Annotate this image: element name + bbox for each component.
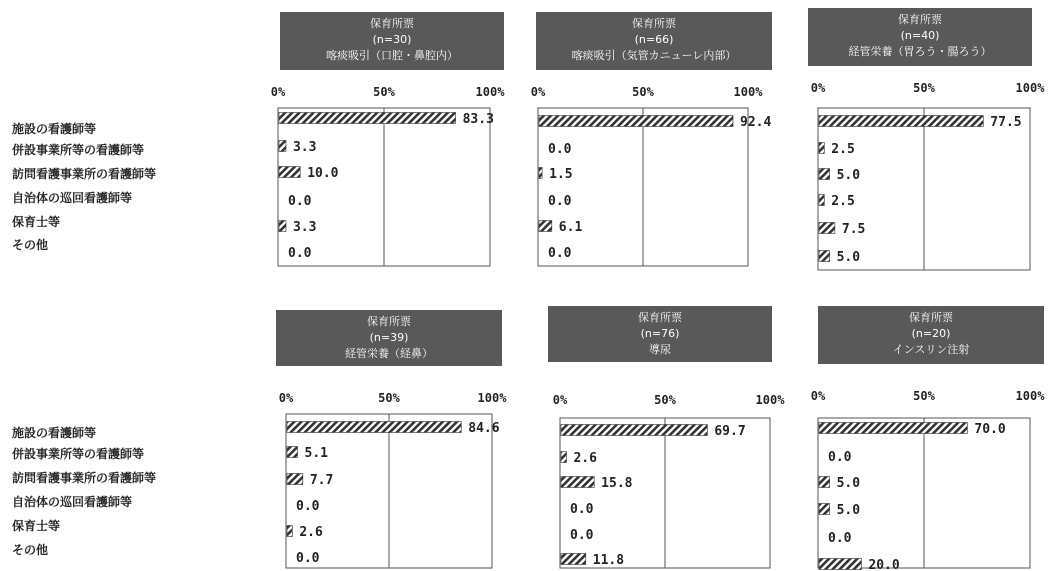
data-label: 6.1	[558, 220, 583, 235]
panel-header-line: 経管栄養（胃ろう・腸ろう）	[848, 45, 992, 58]
data-label: 5.0	[836, 250, 861, 265]
data-label: 2.6	[299, 525, 323, 540]
x-tick-label: 0%	[530, 85, 546, 99]
category-label: 訪問看護事業所の看護師等	[12, 167, 157, 181]
bar	[819, 223, 835, 234]
panel-header-line: 経管栄養（経鼻）	[345, 347, 433, 360]
panel-header-line: (n=40)	[900, 29, 940, 42]
data-label: 70.0	[974, 422, 1006, 437]
bar	[539, 168, 542, 179]
category-label: その他	[12, 543, 49, 557]
data-label: 3.3	[292, 220, 317, 235]
data-label: 7.7	[309, 473, 334, 488]
category-label: 保育士等	[12, 519, 61, 533]
data-label: 0.0	[288, 194, 312, 209]
panel-header-line: 保育所票	[638, 311, 682, 324]
bar	[539, 116, 733, 127]
panel-header-line: 保育所票	[367, 315, 411, 328]
data-label: 2.6	[573, 451, 597, 466]
panel-header-line: 喀痰吸引（気管カニューレ内部）	[571, 49, 737, 62]
bar	[539, 221, 552, 232]
data-label: 10.0	[307, 166, 339, 181]
data-label: 0.0	[828, 531, 852, 546]
data-label: 83.3	[462, 112, 494, 127]
x-tick-label: 100%	[477, 391, 507, 405]
x-tick-label: 0%	[810, 81, 826, 95]
bar	[561, 452, 566, 463]
data-label: 5.0	[836, 168, 861, 183]
bar	[819, 195, 824, 206]
panel-header-line: (n=76)	[640, 327, 680, 340]
panel-header-line: (n=39)	[369, 331, 409, 344]
bar	[819, 504, 830, 515]
bar	[819, 423, 967, 434]
bar	[287, 526, 292, 537]
bar	[279, 113, 456, 124]
data-label: 2.5	[831, 142, 855, 157]
data-label: 5.1	[304, 446, 328, 461]
x-tick-label: 100%	[1015, 81, 1045, 95]
x-tick-label: 50%	[913, 81, 935, 95]
x-tick-label: 100%	[755, 393, 785, 407]
data-label: 2.5	[831, 194, 855, 209]
data-label: 7.5	[841, 222, 866, 237]
x-tick-label: 50%	[373, 85, 395, 99]
bar	[819, 251, 830, 262]
data-label: 0.0	[828, 450, 852, 465]
x-tick-label: 50%	[654, 393, 676, 407]
bar	[819, 559, 861, 570]
x-tick-label: 0%	[810, 389, 826, 403]
panel-header-line: 保育所票	[370, 17, 414, 30]
data-label: 15.8	[601, 476, 633, 491]
category-label: 訪問看護事業所の看護師等	[12, 471, 157, 485]
data-label: 77.5	[990, 115, 1022, 130]
data-label: 0.0	[548, 142, 572, 157]
bar	[287, 447, 298, 458]
bar	[819, 143, 824, 154]
x-tick-label: 100%	[733, 85, 763, 99]
category-label: その他	[12, 238, 49, 252]
data-label: 0.0	[296, 499, 320, 514]
bar	[279, 141, 286, 152]
panel-header-line: (n=30)	[372, 33, 412, 46]
bar	[279, 167, 300, 178]
panel-header-line: 導尿	[649, 343, 671, 356]
x-tick-label: 100%	[1015, 389, 1045, 403]
data-label: 0.0	[548, 194, 572, 209]
category-label: 施設の看護師等	[12, 122, 97, 136]
bar	[287, 422, 461, 433]
panel-header-line: 喀痰吸引（口腔・鼻腔内）	[326, 49, 458, 62]
data-label: 0.0	[288, 246, 312, 261]
category-label: 施設の看護師等	[12, 426, 97, 440]
panel-header-line: 保育所票	[898, 13, 942, 26]
data-label: 3.3	[292, 140, 317, 155]
data-label: 1.5	[549, 167, 573, 182]
category-label: 自治体の巡回看護師等	[12, 495, 133, 509]
data-label: 92.4	[740, 115, 772, 130]
bar	[561, 425, 707, 436]
data-label: 20.0	[868, 558, 900, 571]
x-tick-label: 50%	[913, 389, 935, 403]
x-tick-label: 100%	[475, 85, 505, 99]
x-tick-label: 0%	[270, 85, 286, 99]
data-label: 84.6	[468, 421, 500, 436]
panel-header-line: (n=20)	[911, 327, 951, 340]
category-label: 併設事業所等の看護師等	[12, 143, 145, 157]
bar	[287, 474, 303, 485]
data-label: 5.0	[836, 503, 861, 518]
panel-header-line: (n=66)	[634, 33, 674, 46]
x-tick-label: 0%	[552, 393, 568, 407]
data-label: 11.8	[592, 553, 625, 568]
category-label: 自治体の巡回看護師等	[12, 191, 133, 205]
data-label: 5.0	[836, 476, 861, 491]
category-label: 保育士等	[12, 215, 61, 229]
category-label: 併設事業所等の看護師等	[12, 447, 145, 461]
bar	[819, 116, 983, 127]
data-label: 0.0	[548, 246, 572, 261]
data-label: 69.7	[714, 424, 746, 439]
x-tick-label: 50%	[632, 85, 654, 99]
panel-header-line: 保育所票	[909, 311, 953, 324]
panel-header-line: 保育所票	[632, 17, 676, 30]
bar	[279, 221, 286, 232]
x-tick-label: 50%	[378, 391, 400, 405]
bar	[819, 477, 830, 488]
data-label: 0.0	[570, 502, 594, 517]
data-label: 0.0	[296, 551, 320, 566]
panel-header-line: インスリン注射	[892, 343, 970, 356]
bar	[819, 169, 830, 180]
bar	[561, 477, 594, 488]
x-tick-label: 0%	[278, 391, 294, 405]
data-label: 0.0	[570, 528, 594, 543]
bar	[561, 554, 586, 565]
